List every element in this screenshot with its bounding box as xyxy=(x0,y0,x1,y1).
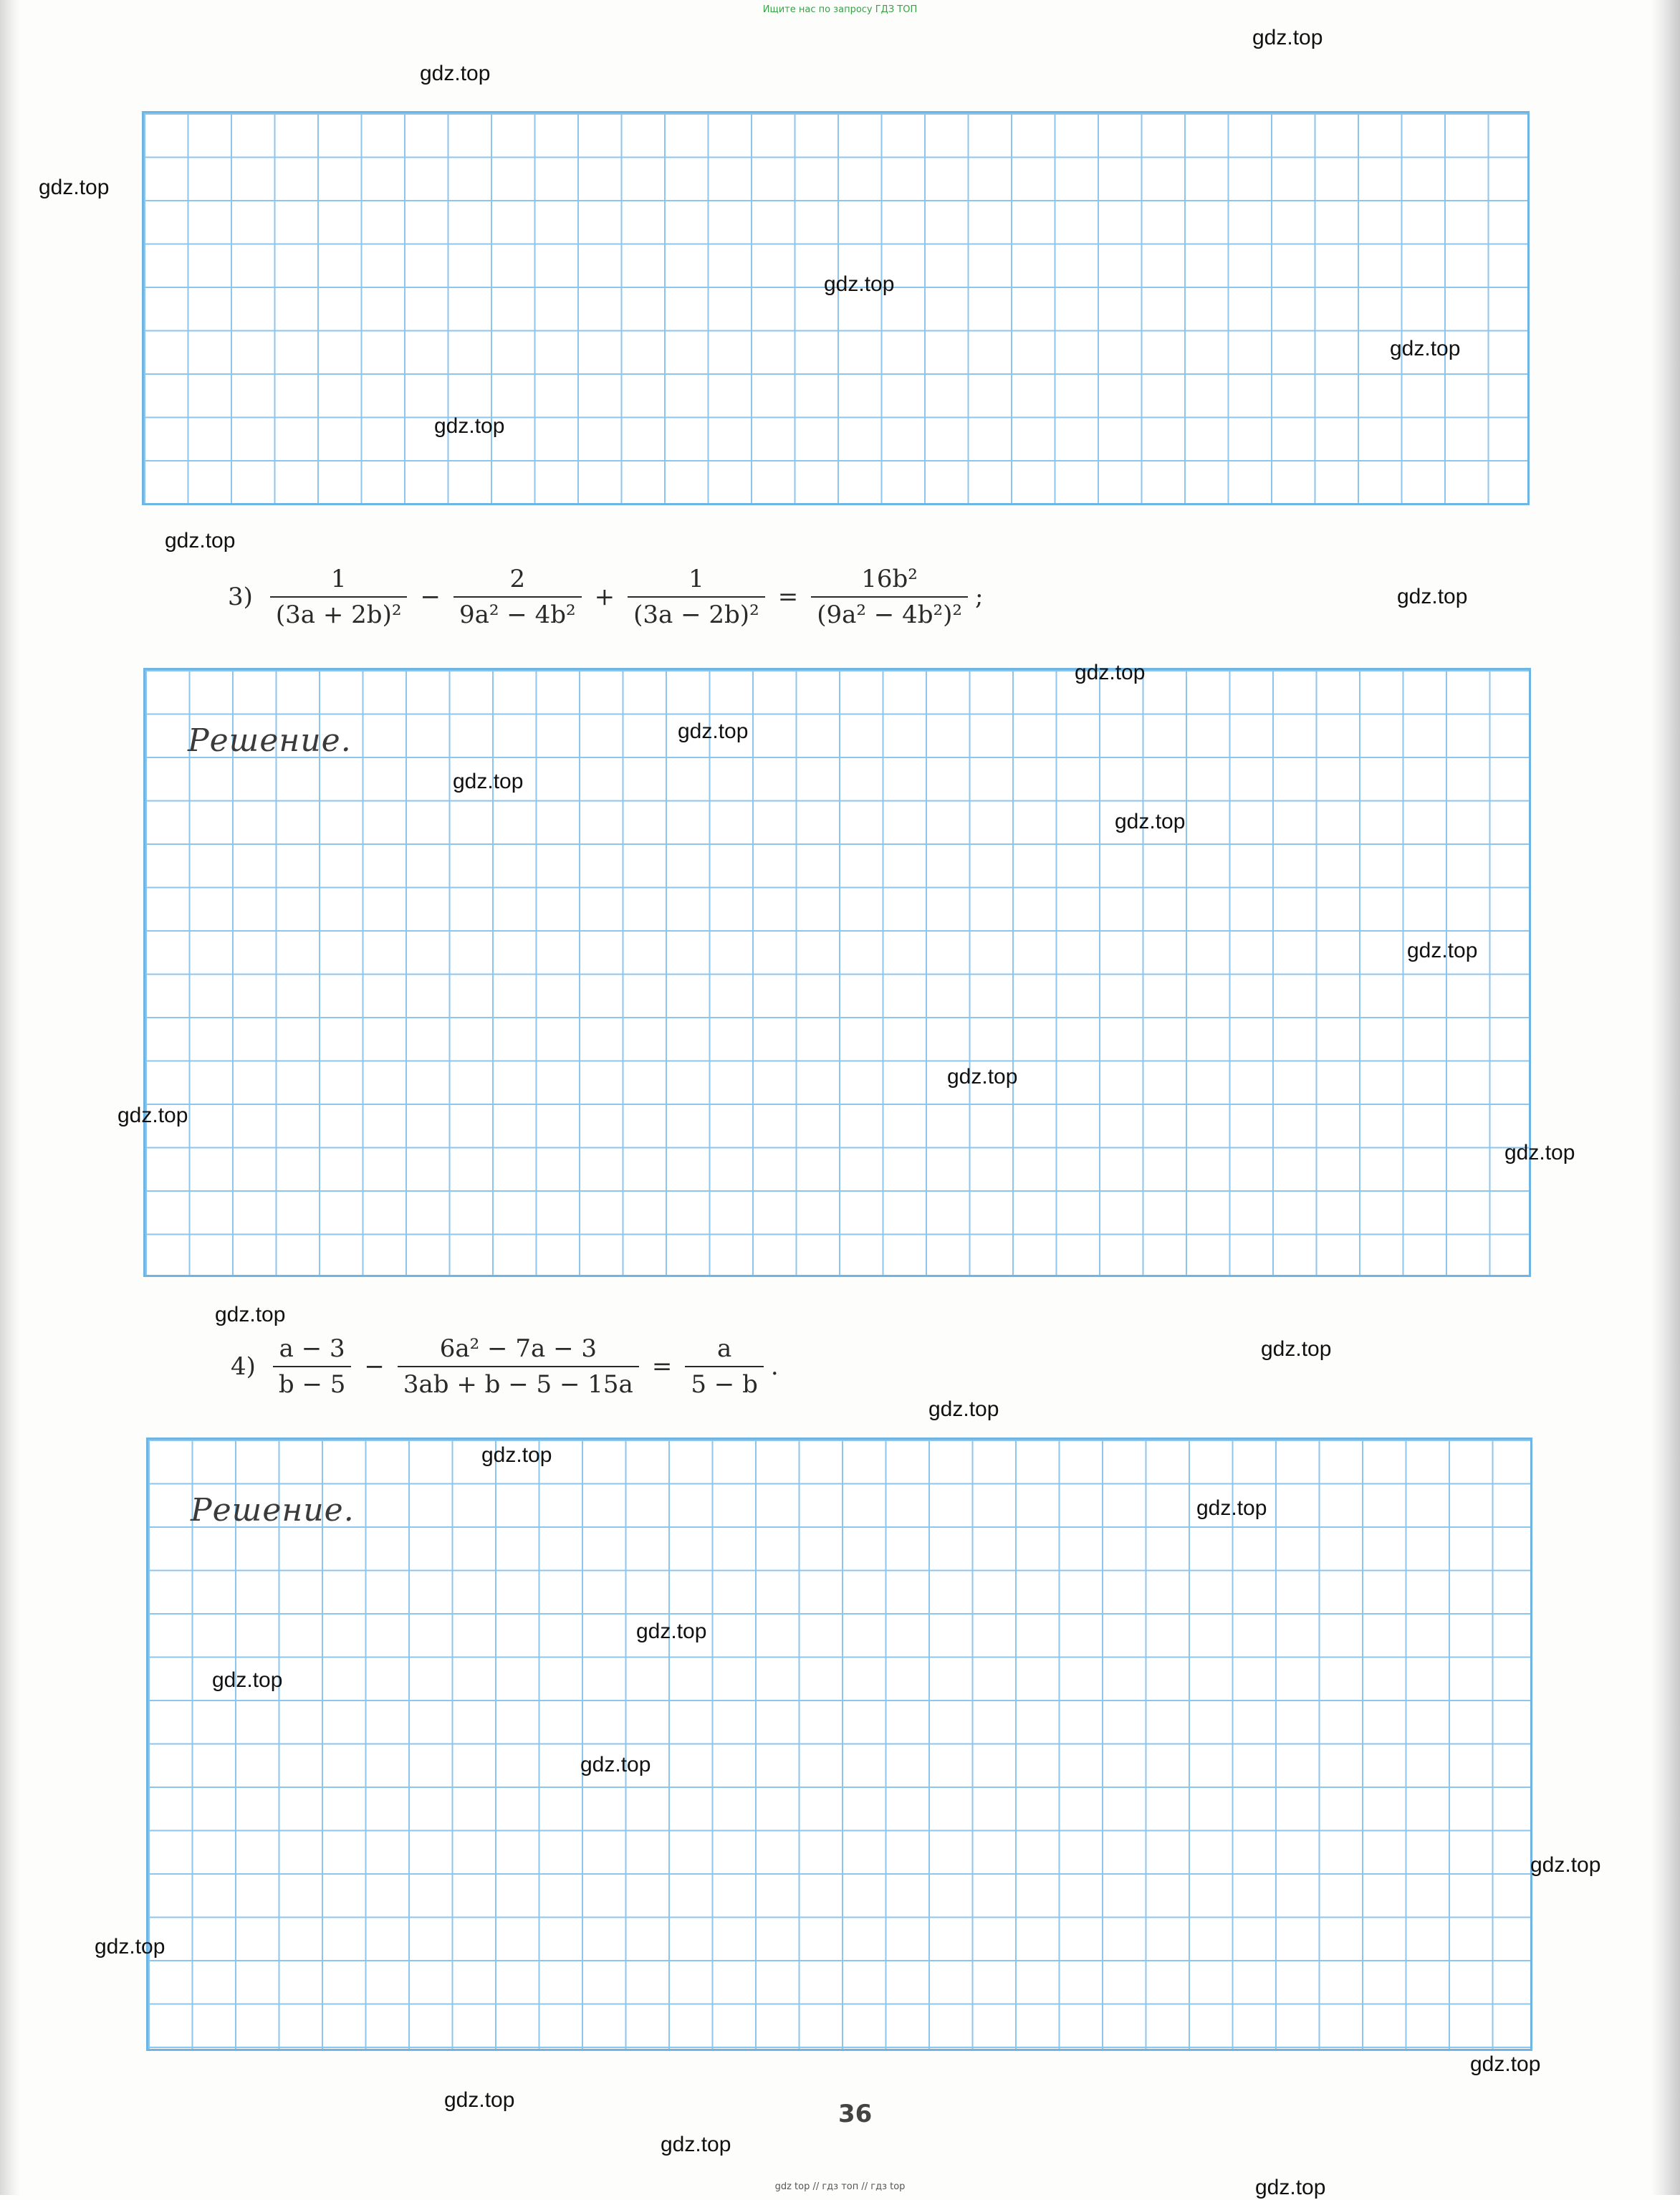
minus-sign: − xyxy=(420,583,441,611)
exercise-3-term3 xyxy=(628,565,765,629)
watermark: gdz.top xyxy=(636,1620,707,1643)
exercise-3-formula xyxy=(228,565,984,629)
fraction-numerator: 16b² xyxy=(861,565,918,593)
exercise-3-number: 3) xyxy=(228,583,253,611)
fraction-numerator: 6a² − 7a − 3 xyxy=(439,1334,597,1363)
fraction-denominator: 5 − b xyxy=(685,1366,764,1399)
fraction-numerator: 2 xyxy=(509,565,526,593)
watermark: gdz.top xyxy=(39,176,110,199)
equals-sign: = xyxy=(777,583,799,611)
watermark: gdz.top xyxy=(661,2133,731,2156)
answer-grid-2[interactable] xyxy=(143,668,1531,1277)
watermark: gdz.top xyxy=(1397,585,1468,608)
page-edge-left xyxy=(0,0,20,2195)
watermark: gdz.top xyxy=(1252,26,1323,49)
fraction-denominator: (9a² − 4b²)² xyxy=(811,596,968,629)
fraction-numerator: 1 xyxy=(330,565,347,593)
watermark: gdz.top xyxy=(481,1443,552,1467)
watermark: gdz.top xyxy=(1407,939,1478,962)
fraction-denominator: b − 5 xyxy=(273,1366,352,1399)
answer-grid-3[interactable] xyxy=(146,1438,1532,2051)
watermark: gdz.top xyxy=(580,1753,651,1776)
fraction-denominator: (3a + 2b)² xyxy=(270,596,408,629)
watermark: gdz.top xyxy=(824,272,895,296)
solution-label-4: Решение. xyxy=(191,1492,355,1529)
answer-grid-1[interactable] xyxy=(142,111,1530,505)
watermark: gdz.top xyxy=(117,1104,188,1127)
exercise-4-term1 xyxy=(273,1334,352,1399)
watermark: gdz.top xyxy=(1255,2176,1326,2199)
watermark: gdz.top xyxy=(1530,1853,1601,1877)
minus-sign: − xyxy=(364,1352,385,1381)
watermark: gdz.top xyxy=(1470,2052,1541,2076)
formula-tail: . xyxy=(770,1352,779,1381)
watermark: gdz.top xyxy=(678,719,749,743)
watermark: gdz.top xyxy=(1504,1141,1575,1164)
watermark: gdz.top xyxy=(928,1397,999,1421)
watermark: gdz.top xyxy=(453,770,524,793)
watermark: gdz.top xyxy=(1115,810,1186,833)
footer-note: gdz top // гдз топ // гдз top xyxy=(774,2181,906,2192)
page-edge-right xyxy=(1651,0,1680,2195)
fraction-numerator: 1 xyxy=(688,565,704,593)
formula-tail: ; xyxy=(975,583,984,611)
watermark: gdz.top xyxy=(1196,1496,1267,1520)
exercise-4-rhs xyxy=(685,1334,764,1399)
fraction-denominator: 3ab + b − 5 − 15a xyxy=(398,1366,639,1399)
fraction-numerator: a − 3 xyxy=(279,1334,345,1363)
exercise-4-term2 xyxy=(398,1334,639,1399)
watermark: gdz.top xyxy=(215,1303,286,1326)
watermark: gdz.top xyxy=(212,1668,283,1692)
header-note: Ищите нас по запросу ГДЗ ТОП xyxy=(762,4,918,15)
exercise-4-formula xyxy=(231,1334,779,1399)
equals-sign: = xyxy=(651,1352,673,1381)
solution-label-3: Решение. xyxy=(188,722,352,759)
page-number: 36 xyxy=(838,2100,873,2128)
fraction-denominator: 9a² − 4b² xyxy=(453,596,582,629)
watermark: gdz.top xyxy=(434,414,505,438)
watermark: gdz.top xyxy=(947,1065,1018,1089)
watermark: gdz.top xyxy=(1261,1337,1332,1361)
exercise-4-number: 4) xyxy=(231,1352,256,1381)
fraction-numerator: a xyxy=(716,1334,732,1363)
watermark: gdz.top xyxy=(1390,337,1461,360)
watermark: gdz.top xyxy=(95,1935,165,1959)
watermark: gdz.top xyxy=(1075,661,1146,684)
exercise-3-term1 xyxy=(270,565,408,629)
watermark: gdz.top xyxy=(165,529,236,553)
plus-sign: + xyxy=(594,583,615,611)
watermark: gdz.top xyxy=(420,62,491,85)
fraction-denominator: (3a − 2b)² xyxy=(628,596,765,629)
exercise-3-term2 xyxy=(453,565,582,629)
watermark: gdz.top xyxy=(444,2088,515,2112)
exercise-3-rhs xyxy=(811,565,968,629)
